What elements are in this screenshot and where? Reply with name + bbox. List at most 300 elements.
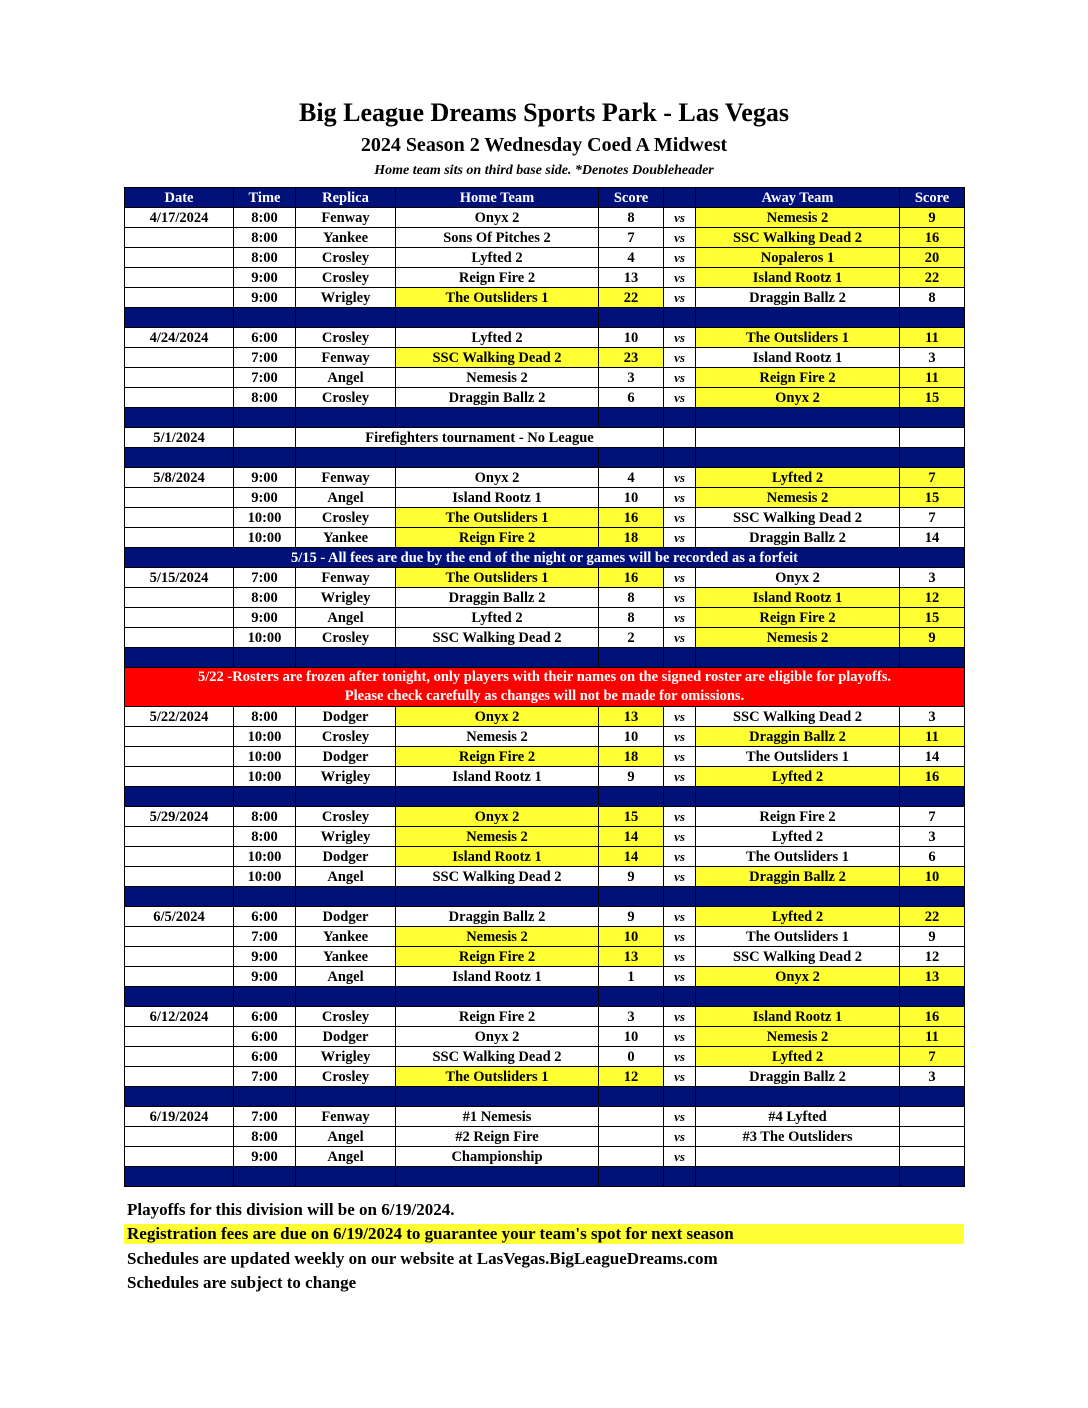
time-cell: 9:00 xyxy=(234,967,296,987)
date-cell xyxy=(125,767,234,787)
home-score-cell: 9 xyxy=(599,907,664,927)
separator-cell xyxy=(125,1167,234,1187)
home-team-cell: Onyx 2 xyxy=(396,707,599,727)
away-score-cell xyxy=(900,1107,965,1127)
time-cell: 7:00 xyxy=(234,1067,296,1087)
date-cell xyxy=(125,827,234,847)
no-league-note: Firefighters tournament - No League xyxy=(296,428,664,448)
replica-cell: Angel xyxy=(296,608,396,628)
separator-row xyxy=(125,448,965,468)
time-cell: 10:00 xyxy=(234,767,296,787)
separator-cell xyxy=(599,1167,664,1187)
vs-cell: vs xyxy=(664,528,696,548)
separator-cell xyxy=(664,887,696,907)
home-score-cell: 18 xyxy=(599,528,664,548)
home-score-cell: 8 xyxy=(599,608,664,628)
date-cell xyxy=(125,508,234,528)
separator-cell xyxy=(125,887,234,907)
separator-cell xyxy=(696,448,900,468)
separator-cell xyxy=(396,448,599,468)
separator-cell xyxy=(296,408,396,428)
table-row xyxy=(125,1127,965,1147)
table-row xyxy=(125,328,965,348)
home-score-cell: 18 xyxy=(599,747,664,767)
time-cell: 9:00 xyxy=(234,608,296,628)
away-score-cell: 3 xyxy=(900,1067,965,1087)
table-row xyxy=(125,388,965,408)
replica-cell: Crosley xyxy=(296,1067,396,1087)
time-cell: 8:00 xyxy=(234,707,296,727)
home-score-cell: 12 xyxy=(599,1067,664,1087)
away-team-cell: Reign Fire 2 xyxy=(696,807,900,827)
home-score-cell: 10 xyxy=(599,727,664,747)
replica-cell: Crosley xyxy=(296,727,396,747)
table-row xyxy=(125,228,965,248)
page-title: Big League Dreams Sports Park - Las Vegas xyxy=(299,98,789,127)
replica-cell: Wrigley xyxy=(296,827,396,847)
home-score-cell: 10 xyxy=(599,328,664,348)
away-score-cell: 16 xyxy=(900,228,965,248)
replica-cell: Fenway xyxy=(296,468,396,488)
home-team-cell: Nemesis 2 xyxy=(396,827,599,847)
time-cell: 6:00 xyxy=(234,907,296,927)
vs-cell: vs xyxy=(664,1027,696,1047)
replica-cell: Dodger xyxy=(296,907,396,927)
table-row xyxy=(125,628,965,648)
away-score-cell: 9 xyxy=(900,208,965,228)
separator-cell xyxy=(696,787,900,807)
table-row xyxy=(125,488,965,508)
replica-cell: Wrigley xyxy=(296,288,396,308)
vs-cell: vs xyxy=(664,288,696,308)
separator-cell xyxy=(696,648,900,668)
separator-row xyxy=(125,787,965,807)
separator-cell xyxy=(599,787,664,807)
home-score-cell: 1 xyxy=(599,967,664,987)
home-team-cell: Draggin Ballz 2 xyxy=(396,388,599,408)
separator-cell xyxy=(396,408,599,428)
away-score-cell: 9 xyxy=(900,927,965,947)
vs-cell: vs xyxy=(664,807,696,827)
time-cell: 9:00 xyxy=(234,1147,296,1167)
away-score-cell: 7 xyxy=(900,508,965,528)
away-team-cell: Reign Fire 2 xyxy=(696,368,900,388)
away-score-cell: 11 xyxy=(900,368,965,388)
separator-cell xyxy=(664,648,696,668)
separator-cell xyxy=(664,1087,696,1107)
vs-cell: vs xyxy=(664,967,696,987)
away-team-cell: #4 Lyfted xyxy=(696,1107,900,1127)
vs-cell: vs xyxy=(664,468,696,488)
away-team-cell: Lyfted 2 xyxy=(696,468,900,488)
time-cell: 10:00 xyxy=(234,508,296,528)
home-score-cell: 4 xyxy=(599,248,664,268)
vs-cell: vs xyxy=(664,747,696,767)
time-cell: 7:00 xyxy=(234,1107,296,1127)
vs-cell: vs xyxy=(664,1127,696,1147)
time-cell: 9:00 xyxy=(234,468,296,488)
vs-cell: vs xyxy=(664,248,696,268)
separator-cell xyxy=(234,648,296,668)
home-team-cell: SSC Walking Dead 2 xyxy=(396,348,599,368)
home-team-cell: Onyx 2 xyxy=(396,208,599,228)
table-row xyxy=(125,1047,965,1067)
away-score-cell: 7 xyxy=(900,468,965,488)
away-team-cell: Nemesis 2 xyxy=(696,1027,900,1047)
away-team-cell: The Outsliders 1 xyxy=(696,747,900,767)
home-score-cell: 14 xyxy=(599,847,664,867)
away-team-cell: SSC Walking Dead 2 xyxy=(696,947,900,967)
vs-cell: vs xyxy=(664,488,696,508)
home-score-cell: 2 xyxy=(599,628,664,648)
separator-cell xyxy=(125,308,234,328)
table-row xyxy=(125,608,965,628)
vs-cell: vs xyxy=(664,727,696,747)
replica-cell: Crosley xyxy=(296,388,396,408)
date-cell xyxy=(125,927,234,947)
home-team-cell: Island Rootz 1 xyxy=(396,967,599,987)
separator-cell xyxy=(234,1167,296,1187)
date-cell xyxy=(125,228,234,248)
away-score-cell: 15 xyxy=(900,388,965,408)
footer-disclaimer: Schedules are subject to change xyxy=(127,1273,357,1292)
time-cell: 6:00 xyxy=(234,328,296,348)
time-cell: 8:00 xyxy=(234,208,296,228)
header-note: Home team sits on third base side. *Denotes Doubleheader xyxy=(374,163,714,178)
home-score-cell: 16 xyxy=(599,508,664,528)
replica-cell: Dodger xyxy=(296,1027,396,1047)
separator-cell xyxy=(125,1087,234,1107)
away-team-cell: Nopaleros 1 xyxy=(696,248,900,268)
separator-cell xyxy=(599,1087,664,1107)
vs-cell: vs xyxy=(664,588,696,608)
vs-cell: vs xyxy=(664,1107,696,1127)
separator-row xyxy=(125,308,965,328)
roster-alert-line: Please check carefully as changes will not be made for omissions. xyxy=(344,688,745,704)
time-cell: 7:00 xyxy=(234,348,296,368)
roster-alert-row xyxy=(125,668,965,707)
date-cell xyxy=(125,588,234,608)
separator-cell xyxy=(900,308,965,328)
away-score-cell: 22 xyxy=(900,268,965,288)
separator-row xyxy=(125,1087,965,1107)
home-score-cell: 8 xyxy=(599,588,664,608)
separator-cell xyxy=(396,887,599,907)
replica-cell: Fenway xyxy=(296,568,396,588)
away-team-cell: Island Rootz 1 xyxy=(696,268,900,288)
home-team-cell: Draggin Ballz 2 xyxy=(396,588,599,608)
separator-cell xyxy=(696,1167,900,1187)
home-score-cell: 10 xyxy=(599,488,664,508)
date-cell: 5/29/2024 xyxy=(125,807,234,827)
replica-cell: Yankee xyxy=(296,228,396,248)
table-row xyxy=(125,1027,965,1047)
roster-alert xyxy=(125,668,965,707)
away-score-cell xyxy=(900,428,965,448)
separator-row xyxy=(125,1167,965,1187)
home-score-cell: 0 xyxy=(599,1047,664,1067)
table-row xyxy=(125,468,965,488)
vs-cell: vs xyxy=(664,628,696,648)
separator-cell xyxy=(696,408,900,428)
table-row xyxy=(125,208,965,228)
away-score-cell: 16 xyxy=(900,767,965,787)
separator-cell xyxy=(900,448,965,468)
date-cell xyxy=(125,1067,234,1087)
away-score-cell: 11 xyxy=(900,328,965,348)
vs-cell: vs xyxy=(664,707,696,727)
separator-cell xyxy=(396,1087,599,1107)
time-cell: 7:00 xyxy=(234,368,296,388)
home-score-cell: 7 xyxy=(599,228,664,248)
away-team-cell: SSC Walking Dead 2 xyxy=(696,707,900,727)
away-team-cell: Lyfted 2 xyxy=(696,767,900,787)
vs-cell: vs xyxy=(664,328,696,348)
away-team-cell xyxy=(696,428,900,448)
home-team-cell: #2 Reign Fire xyxy=(396,1127,599,1147)
home-team-cell: Lyfted 2 xyxy=(396,248,599,268)
separator-cell xyxy=(900,987,965,1007)
time-cell: 10:00 xyxy=(234,747,296,767)
away-score-cell: 12 xyxy=(900,947,965,967)
away-team-cell: The Outsliders 1 xyxy=(696,927,900,947)
date-cell xyxy=(125,727,234,747)
home-score-cell: 8 xyxy=(599,208,664,228)
footer-playoffs: Playoffs for this division will be on 6/19/2024. xyxy=(127,1200,455,1219)
replica-cell: Angel xyxy=(296,1147,396,1167)
home-team-cell: Nemesis 2 xyxy=(396,727,599,747)
away-team-cell: #3 The Outsliders xyxy=(696,1127,900,1147)
time-cell: 9:00 xyxy=(234,288,296,308)
replica-cell: Angel xyxy=(296,967,396,987)
home-team-cell: Nemesis 2 xyxy=(396,927,599,947)
replica-cell: Wrigley xyxy=(296,588,396,608)
away-team-cell: Lyfted 2 xyxy=(696,1047,900,1067)
time-cell: 7:00 xyxy=(234,568,296,588)
table-row xyxy=(125,867,965,887)
separator-cell xyxy=(599,448,664,468)
away-score-cell: 13 xyxy=(900,967,965,987)
separator-cell xyxy=(396,648,599,668)
vs-cell: vs xyxy=(664,847,696,867)
vs-cell: vs xyxy=(664,348,696,368)
table-row xyxy=(125,348,965,368)
separator-cell xyxy=(234,308,296,328)
away-team-cell: Draggin Ballz 2 xyxy=(696,288,900,308)
date-cell xyxy=(125,867,234,887)
replica-cell: Angel xyxy=(296,488,396,508)
home-team-cell: Sons Of Pitches 2 xyxy=(396,228,599,248)
table-row xyxy=(125,1147,965,1167)
time-cell: 8:00 xyxy=(234,588,296,608)
vs-cell: vs xyxy=(664,827,696,847)
separator-cell xyxy=(664,408,696,428)
vs-cell: vs xyxy=(664,208,696,228)
table-row xyxy=(125,268,965,288)
table-row xyxy=(125,967,965,987)
vs-cell xyxy=(664,428,696,448)
replica-cell: Yankee xyxy=(296,927,396,947)
home-score-cell: 3 xyxy=(599,1007,664,1027)
replica-cell: Angel xyxy=(296,368,396,388)
table-row xyxy=(125,528,965,548)
vs-cell: vs xyxy=(664,907,696,927)
col-header: Replica xyxy=(296,188,396,208)
separator-cell xyxy=(234,408,296,428)
replica-cell: Crosley xyxy=(296,807,396,827)
separator-cell xyxy=(696,308,900,328)
home-team-cell: Reign Fire 2 xyxy=(396,1007,599,1027)
home-team-cell: Lyfted 2 xyxy=(396,328,599,348)
date-cell xyxy=(125,1147,234,1167)
table-row xyxy=(125,248,965,268)
away-score-cell: 11 xyxy=(900,1027,965,1047)
col-header: Home Team xyxy=(396,188,599,208)
time-cell: 8:00 xyxy=(234,228,296,248)
home-team-cell: The Outsliders 1 xyxy=(396,508,599,528)
time-cell: 8:00 xyxy=(234,388,296,408)
date-cell xyxy=(125,847,234,867)
date-cell: 6/5/2024 xyxy=(125,907,234,927)
home-score-cell: 10 xyxy=(599,927,664,947)
separator-cell xyxy=(125,648,234,668)
roster-alert-line: 5/22 -Rosters are frozen after tonight, only players with their names on the signed roster are eligible for playoffs. xyxy=(198,669,891,685)
away-team-cell: SSC Walking Dead 2 xyxy=(696,228,900,248)
time-cell: 8:00 xyxy=(234,807,296,827)
table-row xyxy=(125,1107,965,1127)
vs-cell: vs xyxy=(664,608,696,628)
away-team-cell: Lyfted 2 xyxy=(696,827,900,847)
separator-cell xyxy=(696,887,900,907)
home-team-cell: Island Rootz 1 xyxy=(396,847,599,867)
replica-cell: Wrigley xyxy=(296,1047,396,1067)
separator-cell xyxy=(900,1167,965,1187)
page-subtitle: 2024 Season 2 Wednesday Coed A Midwest xyxy=(360,134,728,156)
date-cell xyxy=(125,628,234,648)
home-team-cell: Onyx 2 xyxy=(396,1027,599,1047)
separator-row xyxy=(125,987,965,1007)
separator-cell xyxy=(664,308,696,328)
away-score-cell xyxy=(900,1127,965,1147)
separator-cell xyxy=(296,787,396,807)
home-team-cell: The Outsliders 1 xyxy=(396,1067,599,1087)
separator-cell xyxy=(396,308,599,328)
time-cell: 10:00 xyxy=(234,628,296,648)
home-score-cell xyxy=(599,1127,664,1147)
table-row xyxy=(125,1067,965,1087)
replica-cell: Dodger xyxy=(296,707,396,727)
home-team-cell: Island Rootz 1 xyxy=(396,488,599,508)
away-team-cell: Island Rootz 1 xyxy=(696,1007,900,1027)
replica-cell: Crosley xyxy=(296,1007,396,1027)
separator-cell xyxy=(234,1087,296,1107)
away-score-cell: 20 xyxy=(900,248,965,268)
table-row xyxy=(125,508,965,528)
time-cell: 9:00 xyxy=(234,268,296,288)
away-team-cell: SSC Walking Dead 2 xyxy=(696,508,900,528)
fees-notice: 5/15 - All fees are due by the end of the night or games will be recorded as a forfeit xyxy=(125,548,965,568)
separator-cell xyxy=(296,448,396,468)
away-score-cell: 3 xyxy=(900,827,965,847)
away-team-cell: The Outsliders 1 xyxy=(696,328,900,348)
away-team-cell: Nemesis 2 xyxy=(696,628,900,648)
separator-cell xyxy=(599,987,664,1007)
separator-cell xyxy=(900,1087,965,1107)
away-team-cell: Draggin Ballz 2 xyxy=(696,727,900,747)
home-team-cell: Championship xyxy=(396,1147,599,1167)
time-cell: 7:00 xyxy=(234,927,296,947)
time-cell: 10:00 xyxy=(234,727,296,747)
replica-cell: Wrigley xyxy=(296,767,396,787)
replica-cell: Crosley xyxy=(296,268,396,288)
vs-cell: vs xyxy=(664,927,696,947)
separator-cell xyxy=(125,987,234,1007)
away-team-cell: Draggin Ballz 2 xyxy=(696,528,900,548)
replica-cell: Fenway xyxy=(296,208,396,228)
footer-registration: Registration fees are due on 6/19/2024 to guarantee your team's spot for next season xyxy=(124,1224,964,1244)
table-row xyxy=(125,847,965,867)
away-team-cell: Onyx 2 xyxy=(696,388,900,408)
table-row xyxy=(125,727,965,747)
separator-cell xyxy=(599,308,664,328)
table-row xyxy=(125,767,965,787)
vs-cell: vs xyxy=(664,568,696,588)
date-cell: 5/15/2024 xyxy=(125,568,234,588)
date-cell xyxy=(125,488,234,508)
date-cell: 6/12/2024 xyxy=(125,1007,234,1027)
separator-cell xyxy=(900,648,965,668)
separator-cell xyxy=(234,448,296,468)
home-score-cell: 22 xyxy=(599,288,664,308)
away-score-cell: 14 xyxy=(900,747,965,767)
date-cell xyxy=(125,388,234,408)
replica-cell: Dodger xyxy=(296,747,396,767)
away-score-cell: 16 xyxy=(900,1007,965,1027)
separator-row xyxy=(125,648,965,668)
away-score-cell: 11 xyxy=(900,727,965,747)
time-cell: 8:00 xyxy=(234,248,296,268)
time-cell: 9:00 xyxy=(234,488,296,508)
away-score-cell: 9 xyxy=(900,628,965,648)
home-team-cell: SSC Walking Dead 2 xyxy=(396,867,599,887)
separator-cell xyxy=(900,408,965,428)
date-cell xyxy=(125,248,234,268)
away-team-cell: Onyx 2 xyxy=(696,568,900,588)
home-score-cell xyxy=(599,1147,664,1167)
replica-cell: Crosley xyxy=(296,508,396,528)
home-team-cell: The Outsliders 1 xyxy=(396,288,599,308)
replica-cell: Crosley xyxy=(296,328,396,348)
date-cell xyxy=(125,1027,234,1047)
home-score-cell: 6 xyxy=(599,388,664,408)
col-header: Away Team xyxy=(696,188,900,208)
home-score-cell: 16 xyxy=(599,568,664,588)
home-score-cell: 4 xyxy=(599,468,664,488)
date-cell xyxy=(125,288,234,308)
date-cell xyxy=(125,947,234,967)
date-cell: 4/24/2024 xyxy=(125,328,234,348)
separator-cell xyxy=(296,987,396,1007)
date-cell xyxy=(125,368,234,388)
away-team-cell: Reign Fire 2 xyxy=(696,608,900,628)
away-score-cell: 15 xyxy=(900,608,965,628)
home-team-cell: SSC Walking Dead 2 xyxy=(396,1047,599,1067)
away-score-cell: 10 xyxy=(900,867,965,887)
table-row xyxy=(125,588,965,608)
away-score-cell xyxy=(900,1147,965,1167)
table-row xyxy=(125,807,965,827)
home-team-cell: Onyx 2 xyxy=(396,468,599,488)
